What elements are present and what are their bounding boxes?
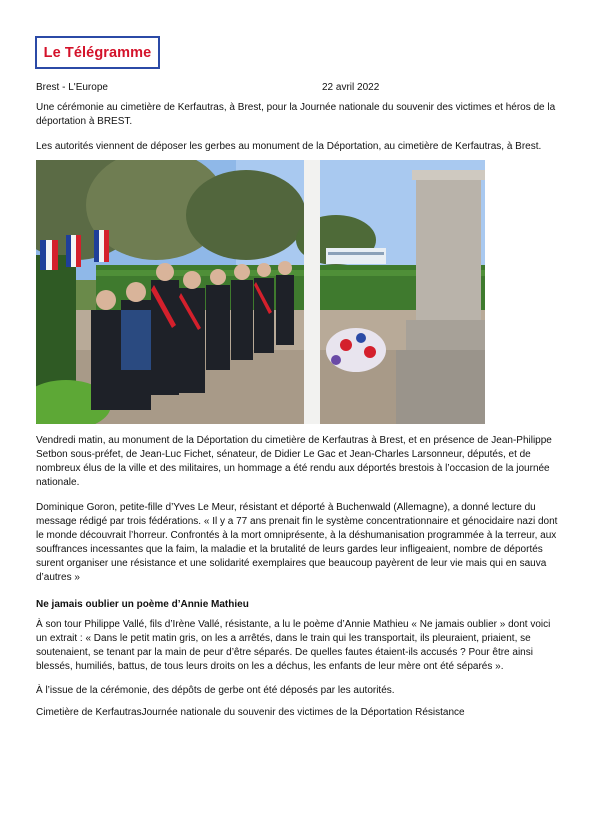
article-paragraph-2: Dominique Goron, petite-fille d’Yves Le Meur, résistant et déporté à Buchenwald (Allemagne), a donné lecture du message rédigé par trois fédérations. « Il y a 77 ans prenait fin le système concentrationnaire et génocidaire nazi dont le monde découvrait l’horreur. Confrontés à la mort omniprésente, à la déshumanisation programmée à la terreur, aux souffrances incessantes que la faim, la maladie et la brutalité de leurs gardes leur infligeaient, nombre de déportés surent organiser une résistance et une solidarité exemplaires que beaucoup payèrent de leur vie mais qui en sauva d’autres »	[36, 502, 558, 583]
ceremony-photo	[36, 160, 485, 424]
article-date: 22 avril 2022	[322, 82, 380, 93]
logo-text: Le Télégramme	[43, 44, 152, 61]
newspaper-logo[interactable]	[35, 36, 160, 69]
article-tags[interactable]: Cimetière de KerfautrasJournée nationale du souvenir des victimes de la Déportation Résistance	[36, 707, 465, 718]
article-paragraph-4: À l’issue de la cérémonie, des dépôts de gerbe ont été déposés par les autorités.	[36, 685, 395, 696]
article-paragraph-1: Vendredi matin, au monument de la Déportation du cimetière de Kerfautras à Brest, et en présence de Jean-Philippe Setbon sous-préfet, de Jean-Luc Fichet, sénateur, de Didier Le Gac et Jean-Charles Larsonneur, députés, et de nombreux élus de la ville et des militaires, un hommage a été rendu aux déportés brestois à l’occasion de la journée nationale.	[36, 435, 552, 488]
article-intro: Une cérémonie au cimetière de Kerfautras, à Brest, pour la Journée nationale du souvenir des victimes et héros de la déportation à BREST.	[36, 102, 556, 127]
photo-caption: Les autorités viennent de déposer les gerbes au monument de la Déportation, au cimetière de Kerfautras, à Brest.	[36, 141, 542, 152]
article-subheading: Ne jamais oublier un poème d’Annie Mathieu	[36, 599, 249, 610]
article-paragraph-3: À son tour Philippe Vallé, fils d’Irène Vallé, résistante, a lu le poème d’Annie Mathieu « Ne jamais oublier » dont voici un extrait : « Dans le petit matin gris, on les a arrêtés, dans le train qui les transportait, ils pleuraient, priaient, se soutenaient, se tenant par la main de peur d’être séparés. De quelles fautes étaient-ils accusés ? Pour être ainsi blessés, humiliés, battus, de tous leurs droits on les a déchus, les enfants de leur mère ont été séparés ».	[36, 619, 551, 672]
article-location: Brest - L'Europe	[36, 82, 108, 93]
